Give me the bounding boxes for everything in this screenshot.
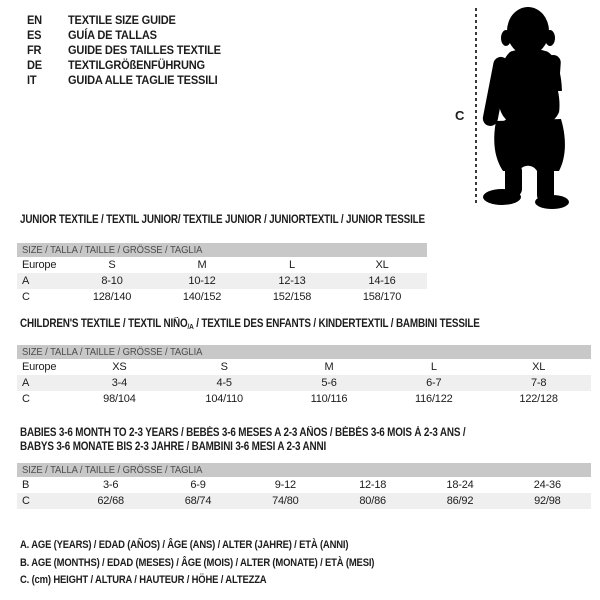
table-row — [17, 375, 591, 391]
table-cell: 24-36 — [533, 479, 561, 491]
language-row — [27, 57, 234, 72]
size-header-label: SIZE / TALLA / TAILLE / GRÖSSE / TAGLIA — [22, 464, 203, 476]
children-section-title — [20, 317, 480, 334]
table-cell: 86/92 — [446, 495, 474, 507]
table-cell: L — [289, 259, 295, 271]
language-row — [27, 42, 234, 57]
table-cell: M — [324, 361, 334, 373]
table-cell: Europe — [22, 361, 57, 373]
language-list — [27, 12, 234, 87]
legend-note-b: B. AGE (MONTHS) / EDAD (MESES) / ÂGE (MOIS) / ALTER (MONATE) / ETÀ (MESI) — [20, 556, 375, 569]
table-cell: 158/170 — [362, 291, 402, 303]
table-cell: 116/122 — [415, 393, 453, 405]
language-label: TEXTILGRÖßENFÜHRUNG — [68, 57, 205, 72]
table-cell: XL — [532, 361, 546, 373]
table-cell: 18-24 — [446, 479, 474, 491]
table-row — [17, 359, 591, 375]
height-measure-label: C — [455, 108, 465, 123]
height-dashed-line — [475, 8, 477, 206]
table-cell: Europe — [22, 259, 57, 271]
table-cell: 110/116 — [310, 393, 348, 405]
table-cell: 5-6 — [321, 377, 337, 389]
legend-note-c: C. (cm) HEIGHT / ALTURA / HAUTEUR / HÖHE / ALTEZZA — [20, 574, 267, 586]
language-code: EN — [27, 12, 42, 27]
size-header-label: SIZE / TALLA / TAILLE / GRÖSSE / TAGLIA — [22, 244, 203, 256]
language-label: GUIDA ALLE TAGLIE TESSILI — [68, 72, 218, 87]
junior-section-title: JUNIOR TEXTILE / TEXTIL JUNIOR/ TEXTILE JUNIOR / JUNIORTEXTIL / JUNIOR TESSILE — [20, 214, 425, 226]
children-size-table — [17, 345, 591, 407]
junior-size-table — [17, 243, 427, 305]
language-code: FR — [27, 42, 42, 57]
table-cell: 6-9 — [190, 479, 206, 491]
baby-silhouette-icon — [480, 5, 575, 209]
legend-note-a: A. AGE (YEARS) / EDAD (AÑOS) / ÂGE (ANS) / ALTER (JAHRE) / ETÀ (ANNI) — [20, 539, 349, 551]
table-cell: 128/140 — [92, 291, 132, 303]
table-cell: C — [22, 291, 30, 303]
table-cell: 10-12 — [188, 275, 216, 287]
babies-title-line1: BABIES 3-6 MONTH TO 2-3 YEARS / BEBÉS 3-6 MESES A 2-3 AÑOS / BÉBÉS 3-6 MOIS À 2-3 ANS / — [20, 427, 466, 439]
table-cell: B — [22, 479, 30, 491]
legend-notes — [20, 537, 432, 590]
table-cell: 62/68 — [97, 495, 124, 507]
table-row — [17, 493, 591, 509]
table-cell: 3-4 — [111, 377, 128, 389]
table-header-bar — [17, 463, 591, 477]
table-header-bar — [17, 243, 427, 257]
language-label: TEXTILE SIZE GUIDE — [68, 12, 176, 27]
language-label: GUÍA DE TALLAS — [68, 27, 157, 42]
language-code: DE — [27, 57, 42, 72]
table-cell: 80/86 — [359, 495, 386, 507]
table-cell: 12-18 — [359, 479, 387, 491]
table-cell: 74/80 — [272, 495, 299, 507]
language-row — [27, 12, 234, 27]
table-cell: 68/74 — [184, 495, 212, 507]
table-cell: 6-7 — [426, 377, 442, 389]
babies-title-line2: BABYS 3-6 MONATE BIS 2-3 JAHRE / BAMBINI 3-6 MESI A 2-3 ANNI — [20, 441, 327, 453]
language-code: IT — [27, 72, 37, 87]
children-title-subscript: /A — [187, 322, 194, 331]
table-row — [17, 391, 591, 407]
table-cell: A — [22, 377, 30, 389]
children-title-part2: / TEXTILE DES ENFANTS / KINDERTEXTIL / BAMBINI TESSILE — [193, 318, 480, 330]
table-cell: S — [220, 361, 228, 373]
size-header-label: SIZE / TALLA / TAILLE / GRÖSSE / TAGLIA — [22, 346, 203, 358]
table-cell: C — [22, 393, 30, 405]
table-cell: A — [22, 275, 30, 287]
language-row — [27, 27, 234, 42]
table-cell: S — [108, 259, 116, 271]
table-cell: 98/104 — [103, 393, 136, 405]
babies-size-table — [17, 463, 591, 509]
table-cell: 104/110 — [205, 393, 243, 405]
table-cell: 152/158 — [272, 291, 312, 303]
table-header-bar — [17, 345, 591, 359]
table-cell: XS — [112, 361, 127, 373]
table-row — [17, 273, 427, 289]
table-cell: 3-6 — [103, 479, 119, 491]
table-row — [17, 477, 591, 493]
table-cell: L — [430, 361, 437, 373]
table-row — [17, 257, 427, 273]
table-row — [17, 289, 427, 305]
table-cell: 122/128 — [519, 393, 558, 405]
language-code: ES — [27, 27, 42, 42]
table-cell: 8-10 — [101, 275, 123, 287]
language-row — [27, 72, 234, 87]
table-cell: XL — [375, 259, 389, 271]
table-cell: 140/152 — [182, 291, 222, 303]
table-cell: 12-13 — [278, 275, 306, 287]
table-cell: 7-8 — [530, 377, 547, 389]
table-cell: 9-12 — [274, 479, 296, 491]
table-cell: 92/98 — [534, 495, 561, 507]
language-label: GUIDE DES TAILLES TEXTILE — [68, 42, 221, 57]
table-cell: C — [22, 495, 30, 507]
children-title-part1: CHILDREN'S TEXTILE / TEXTIL NIÑO — [20, 318, 188, 330]
table-cell: 4-5 — [216, 377, 232, 389]
table-cell: 14-16 — [368, 275, 396, 287]
baby-figure — [455, 6, 580, 210]
babies-section-title — [20, 426, 465, 454]
table-cell: M — [197, 259, 207, 271]
